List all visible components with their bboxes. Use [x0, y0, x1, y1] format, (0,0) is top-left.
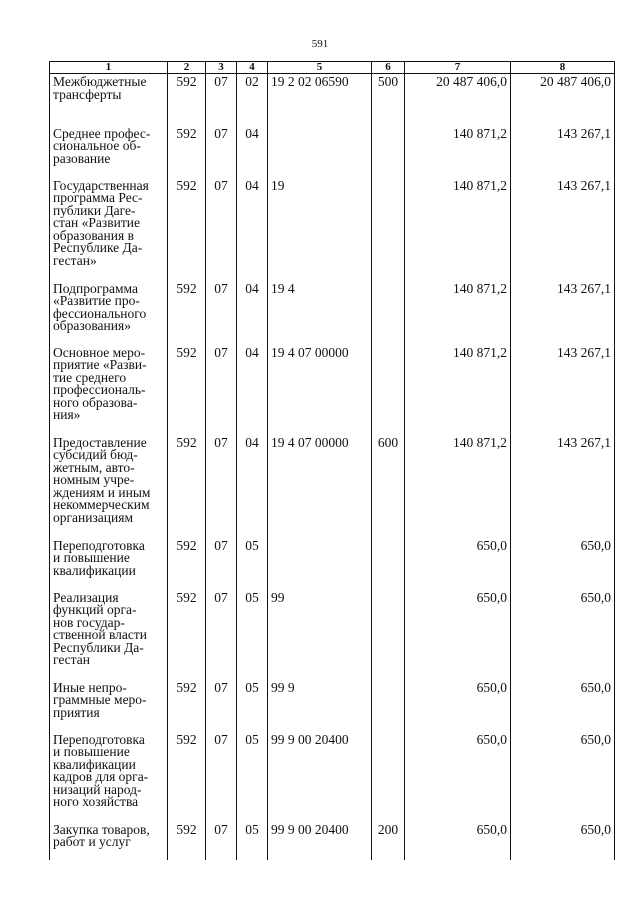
target-article-cell: 19	[268, 178, 372, 281]
row-name-cell	[50, 538, 168, 590]
header-row	[50, 62, 615, 74]
amount-year-2-cell: 143 267,1	[511, 435, 615, 538]
row-name-line: образования в	[53, 227, 134, 243]
row-name-line: и повышение	[53, 550, 130, 565]
expense-type-cell	[372, 590, 405, 680]
row-name-line: нов государ-	[53, 614, 125, 630]
row-name-cell	[50, 126, 168, 178]
ministry-code-cell: 592	[168, 126, 206, 178]
row-name-cell	[50, 435, 168, 538]
row-name-line: граммные меро-	[53, 692, 147, 707]
section-code-cell: 07	[206, 822, 237, 860]
amount-year-2-cell: 143 267,1	[511, 281, 615, 345]
target-article-cell: 19 4	[268, 281, 372, 345]
table-row	[50, 435, 615, 538]
amount-year-2-cell: 20 487 406,0	[511, 74, 615, 126]
amount-year-1-cell: 650,0	[405, 538, 511, 590]
row-name-line: номным учре-	[53, 472, 135, 487]
target-article-cell: 19 4 07 00000	[268, 345, 372, 435]
header-col-6: 6	[372, 62, 405, 74]
subsection-code-cell: 04	[237, 345, 268, 435]
row-name-line: Реализация	[53, 589, 119, 605]
expense-type-cell	[372, 538, 405, 590]
section-code-cell: 07	[206, 732, 237, 822]
row-name-line: Межбюджетные	[53, 74, 147, 89]
row-name-line: стан «Развитие	[53, 215, 140, 230]
header-col-7: 7	[405, 62, 511, 74]
row-name-cell	[50, 178, 168, 281]
section-code-cell: 07	[206, 435, 237, 538]
section-code-cell: 07	[206, 178, 237, 281]
table-row	[50, 822, 615, 860]
amount-year-2-cell: 650,0	[511, 732, 615, 822]
amount-year-1-cell: 650,0	[405, 590, 511, 680]
row-name-line: кадров для орга-	[53, 769, 149, 784]
section-code-cell: 07	[206, 74, 237, 126]
ministry-code-cell: 592	[168, 435, 206, 538]
ministry-code-cell: 592	[168, 74, 206, 126]
amount-year-1-cell: 140 871,2	[405, 345, 511, 435]
row-name-line: приятия	[53, 704, 100, 720]
row-name-line: приятие «Разви-	[53, 357, 147, 372]
row-name-cell	[50, 281, 168, 345]
expense-type-cell	[372, 126, 405, 178]
amount-year-2-cell: 650,0	[511, 822, 615, 860]
budget-table	[49, 61, 615, 860]
section-code-cell: 07	[206, 345, 237, 435]
amount-year-1-cell: 140 871,2	[405, 126, 511, 178]
target-article-cell: 99 9 00 20400	[268, 732, 372, 822]
amount-year-2-cell: 650,0	[511, 538, 615, 590]
target-article-cell: 99	[268, 590, 372, 680]
row-name-line: профессиональ-	[53, 382, 146, 397]
row-name-line: Республики Да-	[53, 639, 144, 655]
row-name-line: тие среднего	[53, 369, 127, 385]
subsection-code-cell: 04	[237, 435, 268, 538]
expense-type-cell: 500	[372, 74, 405, 126]
ministry-code-cell: 592	[168, 178, 206, 281]
subsection-code-cell: 04	[237, 281, 268, 345]
amount-year-2-cell: 143 267,1	[511, 126, 615, 178]
row-name-line: трансферты	[53, 86, 122, 102]
table-row	[50, 126, 615, 178]
amount-year-2-cell: 650,0	[511, 590, 615, 680]
amount-year-1-cell: 140 871,2	[405, 178, 511, 281]
row-name-line: Закупка товаров,	[53, 821, 150, 837]
row-name-line: жетным, авто-	[53, 459, 135, 475]
header-col-8: 8	[511, 62, 615, 74]
row-name-line: ственной власти	[53, 627, 148, 642]
row-name-cell	[50, 822, 168, 860]
expense-type-cell	[372, 732, 405, 822]
row-name-line: Республике Да-	[53, 240, 143, 255]
target-article-cell: 19 2 02 06590	[268, 74, 372, 126]
subsection-code-cell: 04	[237, 178, 268, 281]
row-name-line: Государственная	[53, 177, 149, 193]
table-row	[50, 538, 615, 590]
row-name-line: фессионального	[53, 305, 147, 321]
expense-type-cell	[372, 178, 405, 281]
expense-type-cell	[372, 345, 405, 435]
section-code-cell: 07	[206, 590, 237, 680]
subsection-code-cell: 04	[237, 126, 268, 178]
section-code-cell: 07	[206, 126, 237, 178]
expense-type-cell	[372, 281, 405, 345]
table-row	[50, 732, 615, 822]
amount-year-1-cell: 140 871,2	[405, 281, 511, 345]
section-code-cell: 07	[206, 680, 237, 732]
row-name-line: сиональное об-	[53, 138, 141, 153]
header-col-4: 4	[237, 62, 268, 74]
row-name-line: гестан»	[53, 252, 97, 268]
subsection-code-cell: 05	[237, 590, 268, 680]
table-row	[50, 74, 615, 126]
expense-type-cell: 600	[372, 435, 405, 538]
header-col-1: 1	[50, 62, 168, 74]
amount-year-2-cell: 650,0	[511, 680, 615, 732]
header-col-3: 3	[206, 62, 237, 74]
row-name-line: Основное меро-	[53, 344, 146, 360]
row-name-cell	[50, 74, 168, 126]
amount-year-1-cell: 140 871,2	[405, 435, 511, 538]
page-number: 591	[311, 38, 329, 50]
table-row	[50, 680, 615, 732]
row-name-line: ного хозяйства	[53, 794, 139, 809]
row-name-line: ждениям и иным	[53, 484, 151, 500]
ministry-code-cell: 592	[168, 345, 206, 435]
expense-type-cell: 200	[372, 822, 405, 860]
ministry-code-cell: 592	[168, 822, 206, 860]
row-name-line: квалификации	[53, 562, 136, 578]
table-row	[50, 345, 615, 435]
amount-year-1-cell: 650,0	[405, 680, 511, 732]
row-name-line: «Развитие про-	[53, 293, 140, 308]
row-name-line: Предоставление	[53, 434, 147, 450]
header-col-2: 2	[168, 62, 206, 74]
row-name-cell	[50, 345, 168, 435]
table-row	[50, 178, 615, 281]
target-article-cell	[268, 126, 372, 178]
subsection-code-cell: 05	[237, 732, 268, 822]
amount-year-1-cell: 20 487 406,0	[405, 74, 511, 126]
section-code-cell: 07	[206, 281, 237, 345]
target-article-cell: 19 4 07 00000	[268, 435, 372, 538]
row-name-line: публики Даге-	[53, 202, 136, 218]
row-name-cell	[50, 680, 168, 732]
row-name-line: Переподготовка	[53, 731, 145, 747]
row-name-line: организациям	[53, 509, 134, 525]
row-name-line: разование	[53, 150, 111, 166]
target-article-cell: 99 9 00 20400	[268, 822, 372, 860]
table-row	[50, 590, 615, 680]
row-name-line: Среднее профес-	[53, 125, 151, 141]
subsection-code-cell: 02	[237, 74, 268, 126]
row-name-line: гестан	[53, 652, 90, 667]
amount-year-1-cell: 650,0	[405, 822, 511, 860]
subsection-code-cell: 05	[237, 822, 268, 860]
ministry-code-cell: 592	[168, 680, 206, 732]
amount-year-2-cell: 143 267,1	[511, 345, 615, 435]
table-row	[50, 281, 615, 345]
row-name-line: Подпрограмма	[53, 280, 138, 296]
row-name-line: некоммерческим	[53, 497, 150, 512]
target-article-cell	[268, 538, 372, 590]
ministry-code-cell: 592	[168, 590, 206, 680]
subsection-code-cell: 05	[237, 538, 268, 590]
row-name-line: ния»	[53, 407, 81, 422]
row-name-cell	[50, 590, 168, 680]
section-code-cell: 07	[206, 538, 237, 590]
amount-year-2-cell: 143 267,1	[511, 178, 615, 281]
row-name-line: Иные непро-	[53, 679, 127, 695]
row-name-line: образования»	[53, 318, 131, 333]
table-body	[50, 74, 615, 860]
row-name-line: квалификации	[53, 756, 136, 772]
row-name-line: ного образова-	[53, 394, 138, 410]
ministry-code-cell: 592	[168, 281, 206, 345]
ministry-code-cell: 592	[168, 538, 206, 590]
amount-year-1-cell: 650,0	[405, 732, 511, 822]
header-col-5: 5	[268, 62, 372, 74]
row-name-line: функций орга-	[53, 602, 137, 617]
row-name-line: низаций народ-	[53, 781, 142, 797]
row-name-line: работ и услуг	[53, 834, 131, 849]
subsection-code-cell: 05	[237, 680, 268, 732]
row-name-line: программа Рес-	[53, 190, 143, 205]
ministry-code-cell: 592	[168, 732, 206, 822]
row-name-cell	[50, 732, 168, 822]
target-article-cell: 99 9	[268, 680, 372, 732]
row-name-line: субсидий бюд-	[53, 447, 138, 462]
expense-type-cell	[372, 680, 405, 732]
row-name-line: и повышение	[53, 744, 130, 759]
row-name-line: Переподготовка	[53, 537, 145, 553]
